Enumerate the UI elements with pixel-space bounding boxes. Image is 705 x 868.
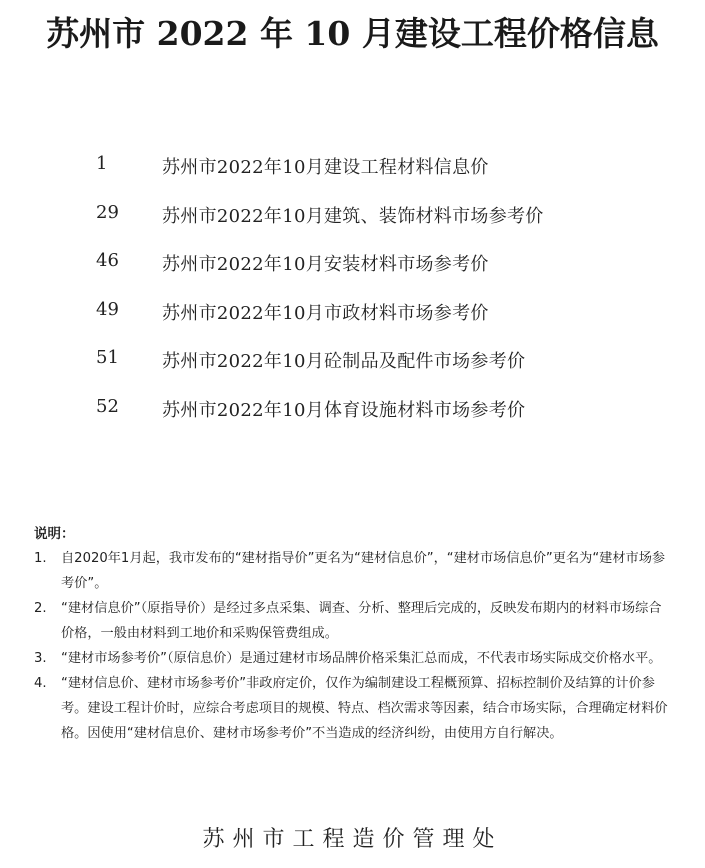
toc-item [0, 396, 705, 445]
note-text: “建材市场参考价”（原信息价）是通过建材市场品牌价格采集汇总而成，不代表市场实际成交价格水平。 [61, 651, 662, 666]
toc-page-number: 1 [96, 153, 108, 174]
toc-page-number: 49 [96, 298, 119, 320]
note-item [34, 671, 674, 746]
toc-item [0, 347, 705, 396]
note-number: 1. [34, 551, 47, 566]
note-text: “建材信息价、建材市场参考价”非政府定价，仅作为编制建设工程概预算、招标控制价及结算的计价参考。建设工程计价时，应综合考虑项目的规模、特点、档次需求等因素，结合市场实际，合理确定材料价格。因使用“建材信息价、建材市场参考价”不当造成的经济纠纷，由使用方自行解决。 [61, 676, 668, 741]
issuer-signature: 苏州市工程造价管理处 [202, 827, 503, 852]
toc-page-number: 46 [96, 250, 119, 271]
note-number: 2. [34, 601, 47, 616]
page-title: 苏州市 2022 年 10 月建设工程价格信息 [46, 14, 659, 53]
notes-section [34, 522, 674, 746]
note-number: 3. [34, 651, 47, 666]
toc-page-number: 52 [96, 395, 119, 417]
table-of-contents [0, 153, 705, 444]
toc-item [0, 250, 705, 299]
toc-page-number: 51 [96, 347, 119, 368]
toc-item [0, 299, 705, 348]
toc-item-label: 苏州市2022年10月砼制品及配件市场参考价 [162, 351, 526, 372]
toc-item-label: 苏州市2022年10月建设工程材料信息价 [162, 157, 489, 178]
toc-item-label: 苏州市2022年10月市政材料市场参考价 [162, 302, 489, 324]
note-number: 4. [34, 676, 47, 691]
toc-item-label: 苏州市2022年10月安装材料市场参考价 [162, 254, 489, 275]
toc-item-label: 苏州市2022年10月体育设施材料市场参考价 [162, 399, 526, 421]
note-text: “建材信息价”（原指导价）是经过多点采集、调查、分析、整理后完成的，反映发布期内的材料市场综合价格，一般由材料到工地价和采购保管费组成。 [61, 601, 662, 641]
toc-page-number: 29 [96, 201, 119, 223]
note-item [34, 546, 674, 596]
note-item [34, 596, 674, 646]
toc-item [0, 202, 705, 251]
toc-item [0, 153, 705, 202]
note-item [34, 646, 674, 671]
note-text: 自2020年1月起，我市发布的“建材指导价”更名为“建材信息价”，“建材市场信息价”更名为“建材市场参考价”。 [61, 551, 666, 591]
notes-heading: 说明： [34, 526, 75, 542]
toc-item-label: 苏州市2022年10月建筑、装饰材料市场参考价 [162, 205, 544, 227]
